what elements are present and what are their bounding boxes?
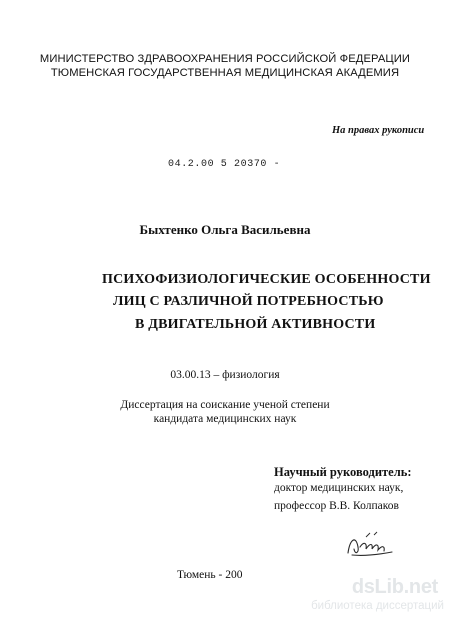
ministry-header — [0, 52, 450, 80]
ministry-line: МИНИСТЕРСТВО ЗДРАВООХРАНЕНИЯ РОССИЙСКОЙ ФЕДЕРАЦИИ — [39, 53, 411, 65]
supervisor-name: профессор В.В. Колпаков — [274, 500, 399, 512]
city-year: Тюмень - 200 — [177, 569, 243, 581]
signature-icon — [340, 525, 400, 565]
dissertation-title-line-2: ЛИЦ С РАЗЛИЧНОЙ ПОТРЕБНОСТЬЮ — [113, 294, 384, 309]
degree-line-2: кандидата медицинских наук — [153, 413, 297, 425]
watermark-logo: dsLib.net — [351, 576, 438, 598]
registration-code: 04.2.00 5 20370 - — [168, 159, 281, 170]
watermark — [311, 571, 450, 620]
supervisor-degree: доктор медицинских наук, — [274, 482, 404, 494]
dissertation-title-line-3: В ДВИГАТЕЛЬНОЙ АКТИВНОСТИ — [135, 317, 376, 332]
specialty-code: 03.00.13 – физиология — [170, 369, 280, 381]
manuscript-rights-note: На правах рукописи — [332, 125, 425, 136]
dissertation-title-line-1: ПСИХОФИЗИОЛОГИЧЕСКИЕ ОСОБЕННОСТИ — [102, 272, 431, 287]
supervisor-heading: Научный руководитель: — [274, 465, 412, 479]
watermark-subtitle: библиотека диссертаций — [311, 600, 444, 612]
author-name: Быхтенко Ольга Васильевна — [139, 222, 311, 237]
degree-line-1: Диссертация на соискание ученой степени — [120, 399, 330, 411]
degree-statement — [0, 398, 450, 426]
academy-line: ТЮМЕНСКАЯ ГОСУДАРСТВЕННАЯ МЕДИЦИНСКАЯ АКАДЕМИЯ — [50, 67, 400, 79]
